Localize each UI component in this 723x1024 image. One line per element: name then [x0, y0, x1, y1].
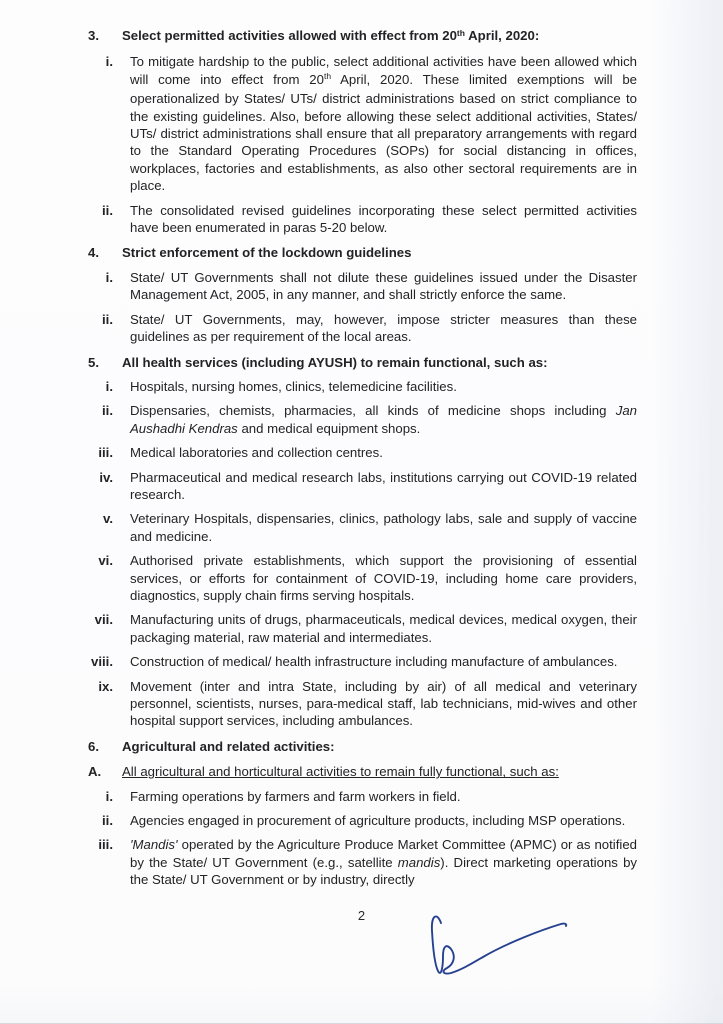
item-label: iv.: [99, 469, 113, 485]
document-body: [88, 27, 637, 896]
list-item: [88, 510, 637, 545]
section-number: 5.: [88, 354, 99, 370]
list-item: [88, 611, 637, 646]
text-segment: Agencies engaged in procurement of agriculture products, including MSP operations.: [130, 813, 626, 829]
item-label: ii.: [102, 311, 113, 327]
section-title: [122, 738, 637, 755]
page-number: 2: [357, 908, 366, 923]
section-number: 4.: [88, 245, 99, 261]
text-segment: and medical equipment shops.: [237, 420, 421, 436]
text-segment: ). Direct marketing operations by the State/ UT Government or by industry, directly: [130, 854, 637, 888]
text-segment: Agricultural and related activities:: [122, 738, 335, 754]
list-item: [88, 202, 637, 237]
text-segment: Movement (inter and intra State, including by air) of all medical and veterinary personnel, scientists, nurses, para-medical staff, lab technicians, mid-wives and other hospital support services, including ambulances.: [130, 678, 637, 729]
item-text: [130, 402, 637, 437]
list-item: [88, 653, 637, 670]
item-label: iii.: [98, 837, 113, 853]
list-item: [88, 444, 637, 461]
section: [88, 738, 637, 889]
item-label: i.: [105, 269, 113, 285]
item-label: ii.: [102, 403, 113, 419]
list-item: [88, 53, 637, 194]
item-text: [130, 444, 637, 461]
text-segment: th: [323, 71, 332, 82]
list-item: [88, 311, 637, 346]
item-label: ii.: [102, 202, 113, 218]
section-heading: [88, 738, 637, 755]
item-label: ii.: [102, 813, 113, 829]
item-label: ix.: [98, 678, 113, 694]
text-segment: Pharmaceutical and medical research labs, institutions carrying out COVID-19 related research.: [130, 469, 637, 502]
signature-handwritten-icon: [408, 906, 586, 1010]
item-text: [130, 53, 637, 194]
text-segment: April, 2020. These limited exemptions will be operationalized by States/ UTs/ district administrations based on strict compliance to the existing guidelines. Also, before allowing these select additional activities, States/ UTs/ district administrations shall ensure that all preparatory arrangements with regard to the Standard Operating Procedures (SOPs) for social distancing in offices, workplaces, factories and establishments, as also other sectoral requirements are in place.: [130, 71, 638, 194]
list-item: [88, 402, 637, 437]
list-item: [88, 552, 637, 604]
text-segment: Strict enforcement of the lockdown guidelines: [122, 245, 412, 261]
text-segment: State/ UT Governments shall not dilute these guidelines issued under the Disaster Management Act, 2005, in any manner, and shall strictly enforce the same.: [130, 269, 637, 303]
text-segment: April, 2020:: [464, 28, 540, 43]
text-segment: State/ UT Governments, may, however, impose stricter measures than these guidelines as per requirement of the local areas.: [130, 311, 637, 345]
section-number: 3.: [88, 28, 99, 43]
section-title: [122, 27, 637, 46]
item-text: [130, 788, 637, 805]
item-text: [130, 552, 637, 604]
text-segment: All agricultural and horticultural activities to remain fully functional, such as:: [122, 764, 559, 780]
list-item: [88, 812, 637, 829]
text-segment: Dispensaries, chemists, pharmacies, all kinds of medicine shops including: [130, 403, 616, 419]
item-label: v.: [102, 511, 113, 527]
item-text: [130, 653, 637, 670]
section-title: [122, 354, 637, 371]
item-label: i.: [105, 378, 113, 394]
item-text: [130, 202, 637, 237]
item-text: [130, 678, 637, 730]
section-title: [122, 244, 637, 261]
list-item: [88, 378, 637, 395]
list-item: [88, 269, 637, 304]
text-segment: Construction of medical/ health infrastructure including manufacture of ambulances.: [130, 654, 618, 670]
item-text: [130, 611, 637, 646]
subsection-label: A.: [88, 764, 102, 780]
section: [88, 354, 637, 730]
text-segment: To mitigate hardship to the public, select additional activities have been allowed which will come into effect from 20: [130, 54, 637, 87]
list-item: [88, 678, 637, 730]
text-segment: Select permitted activities allowed with effect from 20: [122, 28, 457, 43]
item-label: iii.: [98, 445, 113, 461]
text-segment: Jan Aushadhi Kendras: [130, 403, 637, 436]
item-text: [130, 469, 637, 504]
item-label: i.: [105, 788, 113, 804]
list-item: [88, 836, 637, 888]
text-segment: 'Mandis': [130, 837, 178, 853]
subsection-title: [122, 763, 637, 780]
text-segment: Authorised private establishments, which support the provisioning of essential services, or efforts for containment of COVID-19, including home care providers, diagnostics, supply chain firms serving hospitals.: [130, 553, 637, 603]
section-number: 6.: [88, 738, 99, 754]
text-segment: th: [456, 27, 465, 38]
item-text: [130, 269, 637, 304]
text-segment: Manufacturing units of drugs, pharmaceuticals, medical devices, medical oxygen, their packaging material, raw material and intermediates.: [130, 612, 637, 645]
text-segment: Hospitals, nursing homes, clinics, telemedicine facilities.: [130, 378, 457, 394]
section-heading: [88, 244, 637, 261]
item-label: vii.: [94, 612, 113, 628]
section: [88, 27, 637, 236]
item-label: vi.: [98, 553, 113, 569]
text-segment: Medical laboratories and collection centres.: [130, 445, 383, 461]
text-segment: Veterinary Hospitals, dispensaries, clinics, pathology labs, sale and supply of vaccine and medicine.: [130, 511, 637, 544]
list-item: [88, 788, 637, 805]
item-label: viii.: [91, 654, 113, 670]
section: [88, 244, 637, 345]
item-text: [130, 378, 637, 395]
text-segment: operated by the Agriculture Produce Market Committee (APMC) or as notified by the State/ UT Government (e.g., satellite: [130, 837, 637, 870]
subsection-heading: [88, 763, 637, 780]
list-item: [88, 469, 637, 504]
section-heading: [88, 27, 637, 46]
item-text: [130, 311, 637, 346]
text-segment: The consolidated revised guidelines incorporating these select permitted activities have been enumerated in paras 5-20 below.: [130, 202, 637, 236]
text-segment: All health services (including AYUSH) to remain functional, such as:: [122, 354, 548, 370]
item-text: [130, 836, 637, 888]
section-heading: [88, 354, 637, 371]
text-segment: Farming operations by farmers and farm workers in field.: [130, 788, 461, 804]
item-text: [130, 510, 637, 545]
text-segment: mandis: [397, 854, 441, 870]
item-label: i.: [105, 54, 113, 70]
item-text: [130, 812, 637, 829]
